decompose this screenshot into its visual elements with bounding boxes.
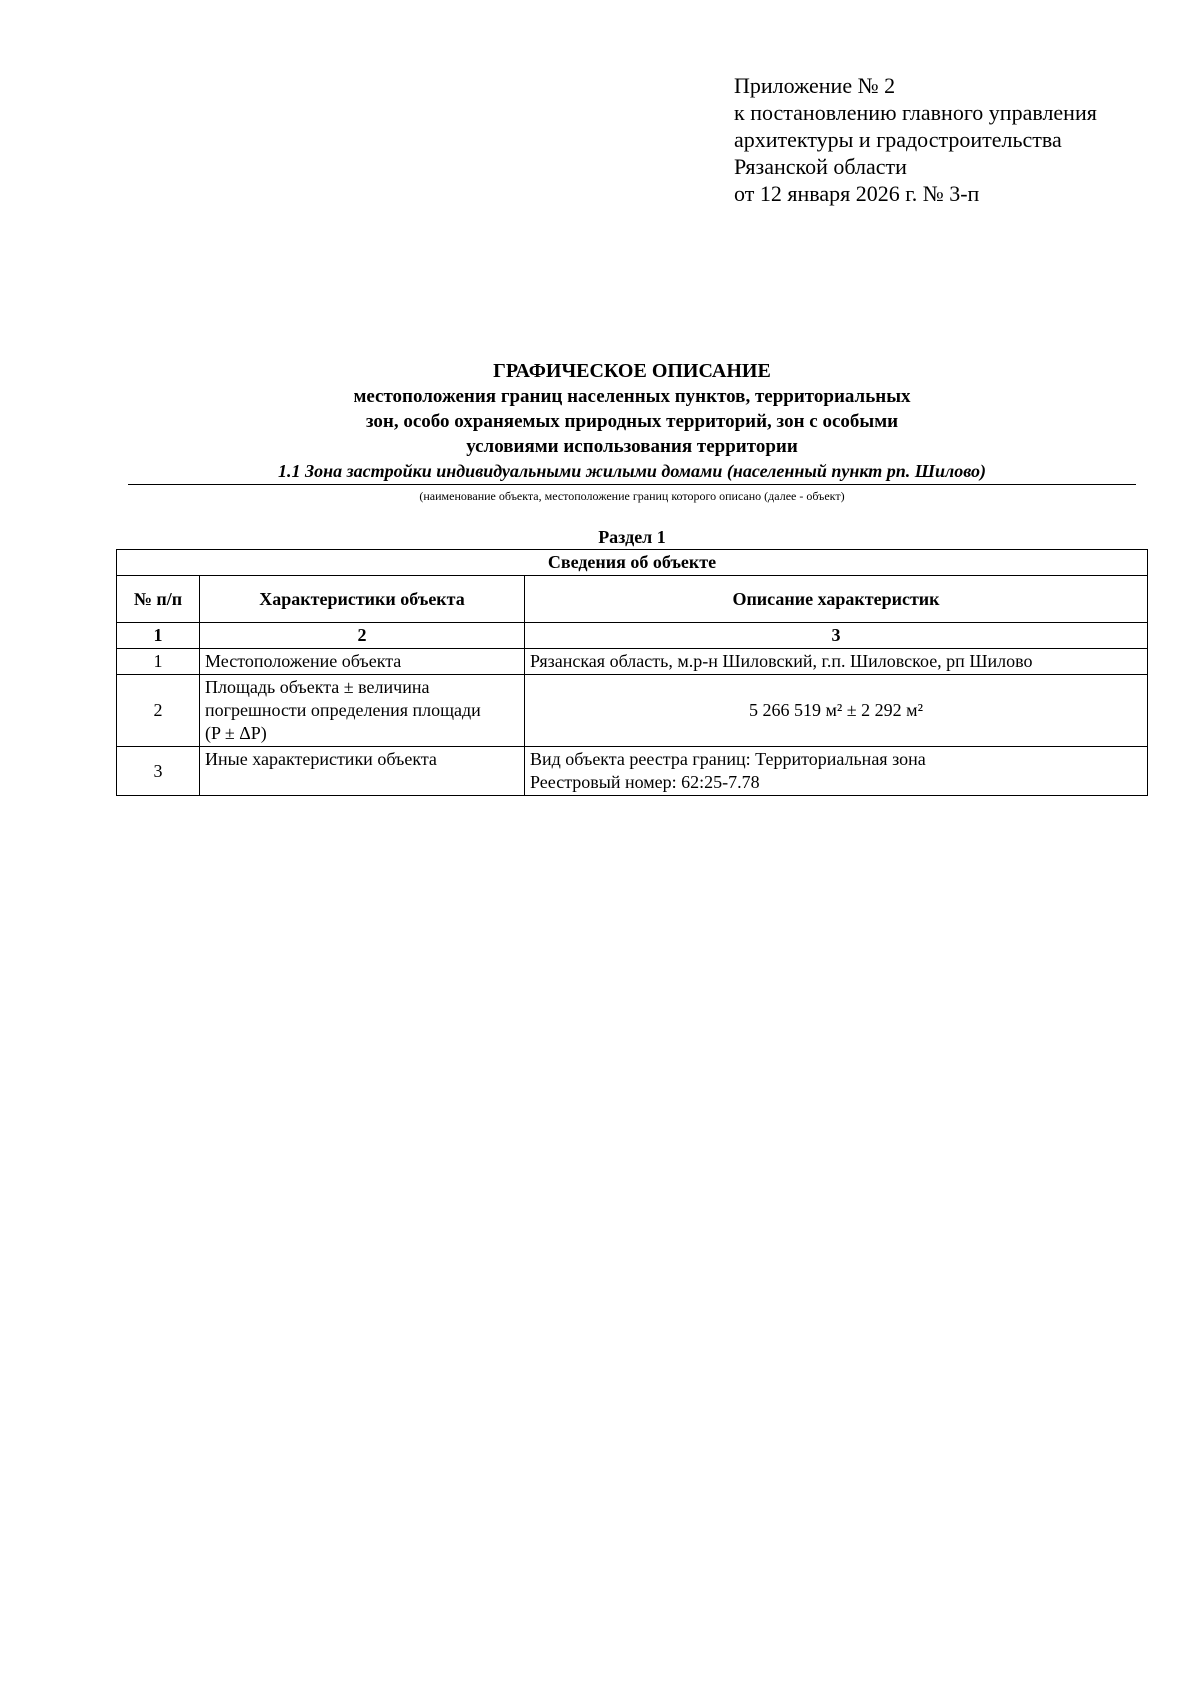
header-characteristic: Характеристики объекта (200, 576, 525, 623)
document-subtitle-line: местоположения границ населенных пунктов, территориальных (353, 386, 911, 407)
object-name: 1.1 Зона застройки индивидуальными жилыми домами (населенный пункт рп. Шилово) (128, 459, 1136, 485)
document-title: ГРАФИЧЕСКОЕ ОПИСАНИЕ (493, 360, 771, 382)
table-row (117, 675, 1148, 747)
appendix-line: Приложение № 2 (734, 73, 896, 98)
row-characteristic-line: погрешности определения площади (205, 700, 481, 720)
table-row (117, 649, 1148, 675)
header-description: Описание характеристик (525, 576, 1148, 623)
row-characteristic-line: (P ± ΔP) (205, 723, 267, 743)
column-number: 2 (200, 623, 525, 649)
section-title: Раздел 1 (598, 527, 666, 547)
table-row (117, 747, 1148, 796)
object-name-hint: (наименование объекта, местоположение границ которого описано (далее - объект) (419, 489, 845, 503)
appendix-line: архитектуры и градостроительства (734, 127, 1062, 152)
document-title-block (128, 358, 1136, 504)
column-number: 1 (117, 623, 200, 649)
document-subtitle-line: зон, особо охраняемых природных территорий, зон с особыми (365, 411, 899, 432)
row-description (525, 747, 1148, 796)
appendix-line: к постановлению главного управления (734, 100, 1097, 125)
object-info-table (116, 549, 1148, 796)
header-num: № п/п (117, 576, 200, 623)
row-num: 2 (117, 675, 200, 747)
row-characteristic (200, 675, 525, 747)
appendix-line: от 12 января 2026 г. № 3-п (734, 181, 980, 206)
column-number: 3 (525, 623, 1148, 649)
row-description-line: Реестровый номер: 62:25-7.78 (530, 772, 760, 792)
row-description-line: Вид объекта реестра границ: Территориальная зона (530, 749, 926, 769)
appendix-header (734, 72, 1097, 207)
row-description: Рязанская область, м.р-н Шиловский, г.п. Шиловское, рп Шилово (525, 649, 1148, 675)
row-characteristic: Иные характеристики объекта (200, 747, 525, 796)
document-subtitle-line: условиями использования территории (466, 436, 798, 457)
row-characteristic-line: Площадь объекта ± величина (205, 677, 430, 697)
row-num: 3 (117, 747, 200, 796)
column-number-row (117, 623, 1148, 649)
table-header-row (117, 576, 1148, 623)
appendix-line: Рязанской области (734, 154, 907, 179)
row-description: 5 266 519 м² ± 2 292 м² (525, 675, 1148, 747)
table-caption-row (117, 550, 1148, 576)
table-caption: Сведения об объекте (117, 550, 1148, 576)
row-num: 1 (117, 649, 200, 675)
row-characteristic: Местоположение объекта (200, 649, 525, 675)
